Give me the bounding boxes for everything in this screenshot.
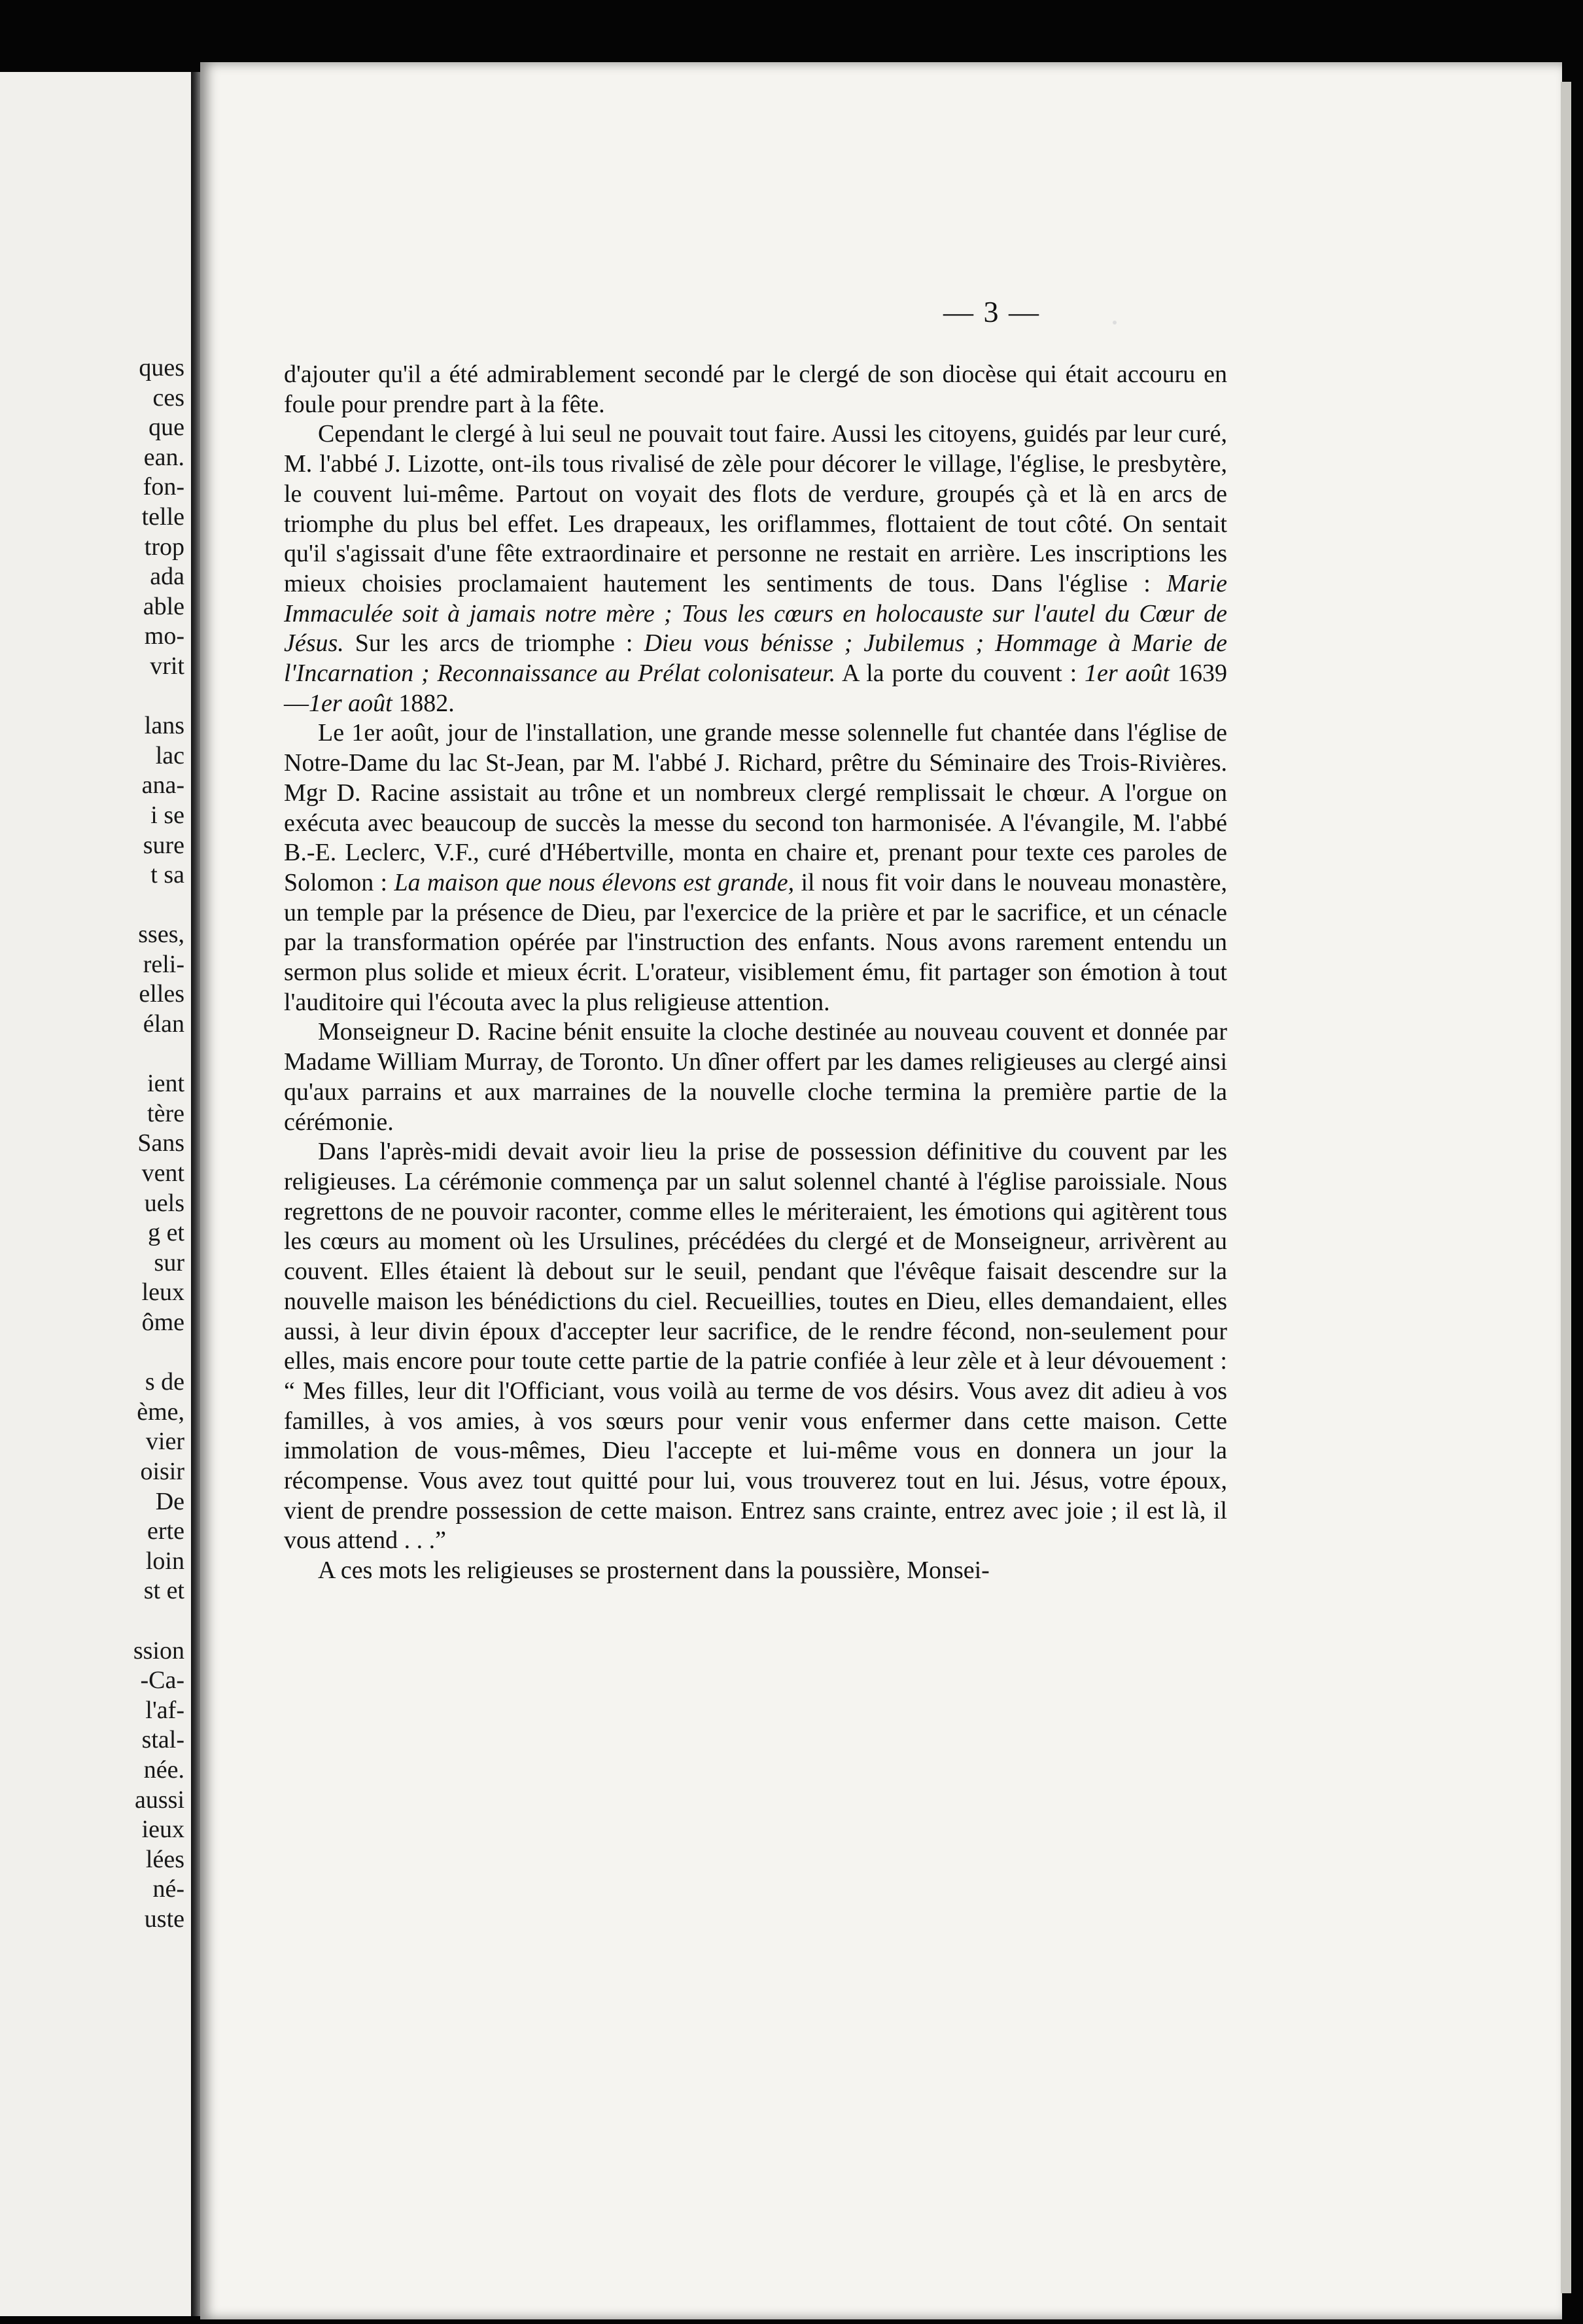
- left-fragment-line: ada: [150, 563, 184, 591]
- text-run: A la porte du couvent :: [835, 660, 1085, 688]
- left-fragment-line: ient: [147, 1070, 184, 1098]
- body-text: [284, 360, 1227, 1586]
- left-fragment-line: née.: [143, 1755, 184, 1784]
- left-fragment-line: que: [148, 414, 184, 442]
- left-fragment-line: ana-: [141, 771, 184, 800]
- left-fragment-line: sure: [143, 831, 184, 859]
- page-number: — 3 —: [943, 295, 1040, 328]
- book-spine: [191, 72, 200, 2316]
- left-fragment-line: De: [155, 1487, 184, 1515]
- text-run: 1882.: [392, 689, 455, 717]
- left-fragment-line: Sans: [137, 1129, 184, 1157]
- text-run: d'ajouter qu'il a été admirablement secondé par le clergé de son diocèse qui était accouru en foule pour prendre part à la fête.: [284, 361, 1227, 418]
- left-fragment-line: uste: [144, 1905, 184, 1933]
- left-fragment-line: [14, 1040, 184, 1070]
- italic-run: 1er août: [1085, 660, 1170, 688]
- left-fragment-line: trop: [144, 533, 184, 561]
- left-fragment-line: leux: [141, 1278, 184, 1307]
- left-page-fragments: [14, 353, 184, 1934]
- left-fragment-line: reli-: [143, 950, 184, 978]
- paragraph: [284, 419, 1227, 718]
- left-fragment-line: vrit: [150, 652, 184, 680]
- left-fragment-line: erte: [147, 1517, 184, 1545]
- left-fragment-line: tère: [147, 1099, 184, 1127]
- left-fragment-line: oisir: [140, 1457, 184, 1485]
- left-fragment-line: aussi: [135, 1786, 184, 1814]
- left-fragment-line: lans: [144, 712, 184, 740]
- left-fragment-line: st et: [143, 1577, 184, 1605]
- left-fragment-line: [14, 1338, 184, 1368]
- text-run: 1639—: [284, 660, 1227, 717]
- left-fragment-line: né-: [152, 1875, 184, 1903]
- left-fragment-line: [14, 682, 184, 712]
- paragraph: [284, 1137, 1227, 1556]
- left-fragment-line: l'af-: [145, 1696, 184, 1724]
- left-fragment-line: lac: [155, 741, 184, 769]
- left-fragment-line: vier: [145, 1428, 184, 1456]
- left-fragment-line: uels: [144, 1189, 184, 1217]
- left-fragment-line: ques: [139, 354, 184, 381]
- text-run: Sur les arcs de triomphe :: [343, 629, 644, 658]
- text-run: Monseigneur D. Racine bénit ensuite la cloche destinée au nouveau couvent et donnée par Madame William Murray, de Toronto. Un dîner offert par les dames religieuses au clergé ainsi qu'aux parrains et aux marraines de la nouvelle cloche termina la première partie de la cérémonie.: [284, 1018, 1227, 1136]
- text-run: Dans l'après-midi devait avoir lieu la prise de possession définitive du couvent par les religieuses. La cérémonie commença par un salut solennel chanté à l'église paroissiale. Nous regrettons de ne pouvoir raconter, comme elles le mériteraient, les émotions qui agitèrent tous les cœurs au moment où les Ursulines, précédées du clergé et de Monseigneur, arrivèrent au couvent. Elles étaient là debout sur le seuil, pendant que l'évêque faisait descendre sur la nouvelle maison les bénédictions du ciel. Recueillies, toutes en Dieu, elles demandaient, elles aussi, à leur divin époux d'accepter leur sacrifice, de le rendre fécond, non-seulement pour elles, mais encore pour toute cette partie de la patrie confiée à leur zèle et à leur dévouement : “ Mes filles, leur dit l'Officiant, vous voilà au terme de vos désirs. Vous avez dit adieu à vos familles, à vos amies, à vos sœurs pour venir vous enfermer dans cette maison. Cette immolation de vous-mêmes, Dieu l'accepte et lui-même vous en donnera un jour la récompense. Vous avez tout quitté pour lui, vous trouverez tout en lui. Jésus, votre époux, vient de prendre possession de cette maison. Entrez sans crainte, entrez avec joie ; il est là, il vous attend . . .”: [284, 1138, 1227, 1555]
- left-fragment-line: [14, 1606, 184, 1636]
- left-fragment-line: ème,: [137, 1398, 184, 1426]
- left-fragment-line: [14, 890, 184, 921]
- text-run: A ces mots les religieuses se prosternent dans la poussière, Monsei-: [318, 1557, 990, 1585]
- left-fragment-line: telle: [141, 502, 184, 531]
- left-fragment-line: lées: [145, 1845, 184, 1873]
- left-fragment-line: ean.: [143, 443, 184, 471]
- italic-run: 1er août: [309, 689, 392, 717]
- left-fragment-line: able: [143, 592, 184, 620]
- left-fragment-line: i se: [150, 801, 184, 829]
- text-run: il nous fit voir dans le nouveau monastère, un temple par la présence de Dieu, par l'exercice de la prière et par le sacrifice, et un cénacle par la transformation opérée par l'instruction des enfants. Nous avons rarement entendu un sermon plus solide et mieux écrit. L'orateur, visiblement ému, fit partager son émotion à tout l'auditoire qui l'écouta avec la plus religieuse attention.: [284, 868, 1228, 1016]
- left-fragment-line: vent: [141, 1159, 184, 1188]
- left-fragment-line: loin: [145, 1547, 184, 1575]
- right-page: [200, 62, 1562, 2319]
- left-fragment-line: élan: [143, 1010, 184, 1038]
- left-fragment-line: sses,: [138, 921, 184, 949]
- italic-run: Dieu vous bénisse ; Jubilemus ; Hommage à Marie de l'Incarnation ; Reconnaissance au Prélat colonisateur.: [284, 629, 1227, 688]
- left-fragment-line: -Ca-: [140, 1666, 184, 1695]
- paragraph: [284, 1017, 1227, 1137]
- left-fragment-line: sur: [154, 1248, 184, 1276]
- left-fragment-line: s de: [145, 1368, 184, 1396]
- paragraph: [284, 718, 1227, 1017]
- italic-run: La maison que nous élevons est grande,: [394, 868, 795, 896]
- italic-run: Marie Immaculée soit à jamais notre mère ; Tous les cœurs en holocauste sur l'autel du Cœur de Jésus.: [284, 569, 1227, 658]
- left-fragment-line: g et: [148, 1219, 184, 1247]
- left-fragment-line: fon-: [143, 473, 184, 501]
- left-fragment-line: ôme: [141, 1309, 184, 1336]
- text-run: Le 1er août, jour de l'installation, une grande messe solennelle fut chantée dans l'église de Notre-Dame du lac St-Jean, par M. l'abbé J. Richard, prêtre du Séminaire des Trois-Rivières. Mgr D. Racine assistait au trône et un nombreux clergé remplissait le chœur. A l'orgue on exécuta avec beaucoup de succès la messe du second ton harmonisée. A l'évangile, M. l'abbé B.-E. Leclerc, V.F., curé d'Hébertville, monta en chaire et, prenant pour texte ces paroles de Solomon :: [284, 719, 1227, 896]
- left-fragment-line: ssion: [133, 1636, 184, 1664]
- paragraph: [284, 1556, 1227, 1586]
- left-fragment-line: stal-: [141, 1726, 184, 1754]
- left-fragment-line: elles: [139, 980, 184, 1008]
- left-fragment-line: t sa: [150, 861, 184, 889]
- left-fragment-line: ieux: [141, 1816, 184, 1844]
- speck: [1113, 321, 1117, 325]
- text-run: Cependant le clergé à lui seul ne pouvait tout faire. Aussi les citoyens, guidés par leur curé, M. l'abbé J. Lizotte, ont-ils tous rivalisé de zèle pour décorer le village, l'église, le presbytère, le couvent lui-même. Partout on voyait des flots de verdure, groupés çà et là en arcs de triomphe du plus bel effet. Les drapeaux, les oriflammes, flottaient de tout côté. On sentait qu'il s'agissait d'une fête extraordinaire et personne ne restait en arrière. Les inscriptions les mieux choisies proclamaient hautement les sentiments de tous. Dans l'église :: [284, 420, 1227, 597]
- paragraph: [284, 360, 1227, 419]
- left-fragment-line: ces: [152, 383, 184, 412]
- left-page: [0, 72, 194, 2316]
- left-fragment-line: mo-: [144, 622, 184, 650]
